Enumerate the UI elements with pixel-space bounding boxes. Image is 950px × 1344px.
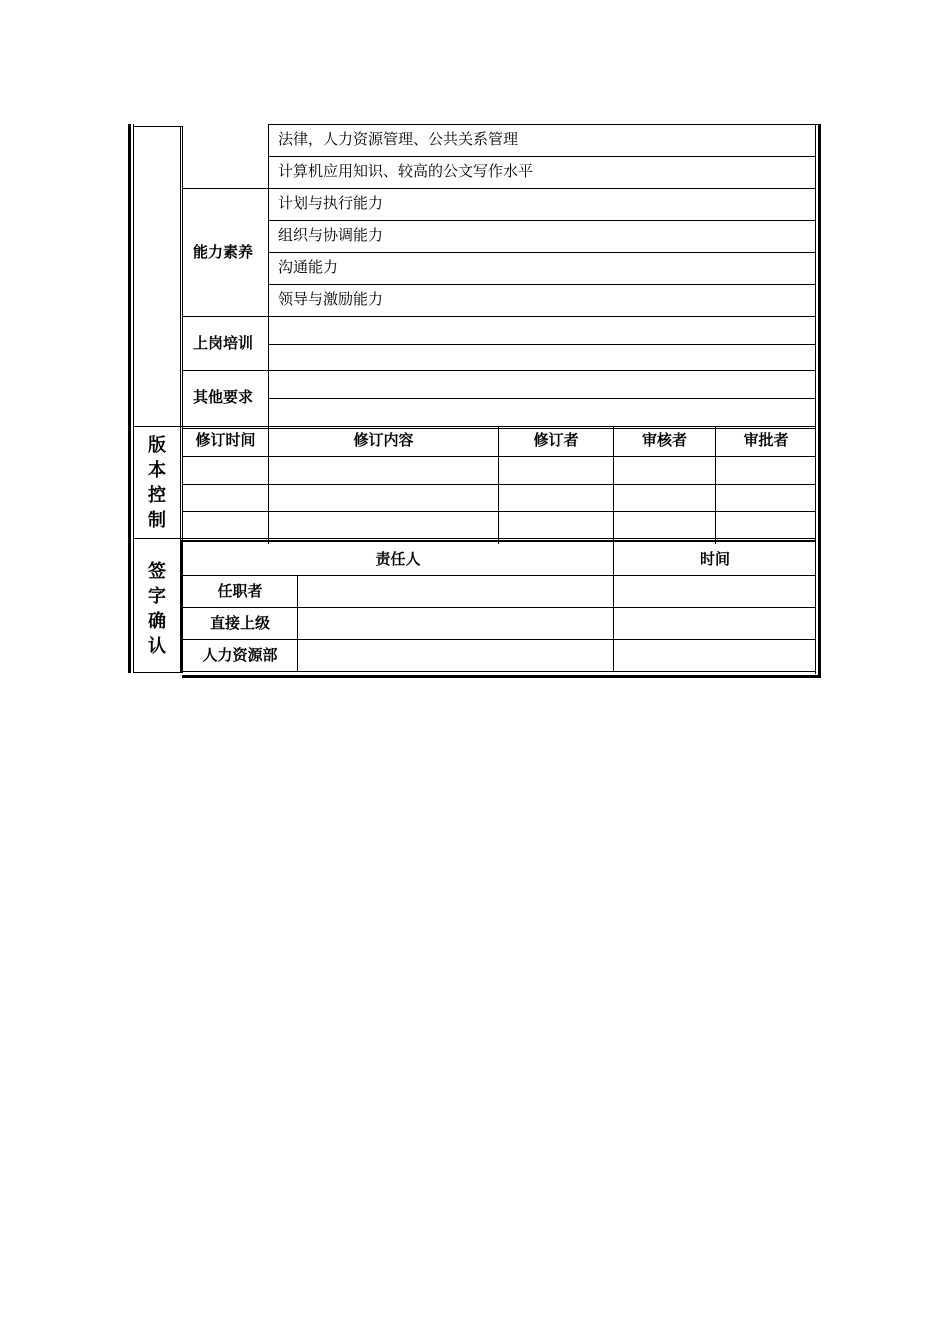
frame-left-outer	[128, 124, 131, 673]
frame-top	[268, 124, 818, 125]
ability-item: 领导与激励能力	[278, 290, 384, 308]
row-line	[182, 370, 816, 371]
row-line	[268, 344, 816, 345]
section-separator-thick	[182, 540, 816, 542]
row-line	[182, 456, 816, 457]
section-separator	[134, 426, 816, 427]
frame-left-inner	[133, 124, 134, 673]
ability-item: 沟通能力	[278, 258, 339, 276]
version-control-label-char: 控	[148, 485, 166, 506]
row-line	[268, 156, 816, 157]
other-requirements-label: 其他要求	[193, 388, 254, 406]
label-column-divider-a	[180, 126, 181, 546]
signature-row-label: 人力资源部	[202, 646, 278, 664]
frame-right-inner	[815, 124, 816, 674]
ability-label: 能力素养	[193, 243, 254, 261]
section-separator	[134, 538, 816, 539]
row-line	[182, 484, 816, 485]
signature-row-label: 任职者	[217, 582, 263, 600]
row-line	[182, 316, 816, 317]
header-responsible-person: 责任人	[375, 550, 421, 568]
frame-right-outer	[818, 124, 821, 678]
row-line	[268, 252, 816, 253]
row-line	[182, 511, 816, 512]
header-reviewer: 审核者	[641, 431, 687, 449]
version-control-label-char: 版	[148, 435, 166, 456]
col-line	[297, 575, 298, 672]
signature-label-char: 签	[148, 561, 166, 582]
signature-row-label: 直接上级	[209, 614, 270, 632]
row-line	[182, 607, 816, 608]
version-control-label-char: 本	[148, 460, 166, 481]
frame-bottom-inner	[182, 671, 816, 672]
section-separator-double	[182, 428, 816, 429]
row-line	[182, 639, 816, 640]
knowledge-item: 法律，人力资源管理、公共关系管理	[278, 130, 519, 148]
header-reviser: 修订者	[533, 431, 579, 449]
category-column-divider	[268, 124, 269, 427]
knowledge-item: 计算机应用知识、较高的公文写作水平	[278, 162, 534, 180]
row-line	[268, 284, 816, 285]
header-revision-content: 修订内容	[353, 431, 414, 449]
row-line	[268, 398, 816, 399]
ability-item: 组织与协调能力	[278, 226, 384, 244]
signature-label-char: 认	[148, 636, 166, 657]
header-approver: 审批者	[743, 431, 789, 449]
version-control-label-char: 制	[148, 510, 166, 531]
frame-bottom-left	[134, 672, 182, 673]
frame-bottom-outer	[182, 675, 821, 678]
header-time: 时间	[699, 550, 730, 568]
training-label: 上岗培训	[193, 334, 254, 352]
frame-top-left	[134, 126, 182, 127]
row-line	[182, 575, 816, 576]
row-line	[268, 220, 816, 221]
row-line	[182, 188, 816, 189]
label-column-divider-b	[182, 126, 183, 546]
ability-item: 计划与执行能力	[278, 194, 384, 212]
signature-label-char: 字	[148, 586, 166, 607]
header-revision-time: 修订时间	[195, 431, 256, 449]
signature-label-char: 确	[148, 611, 166, 632]
